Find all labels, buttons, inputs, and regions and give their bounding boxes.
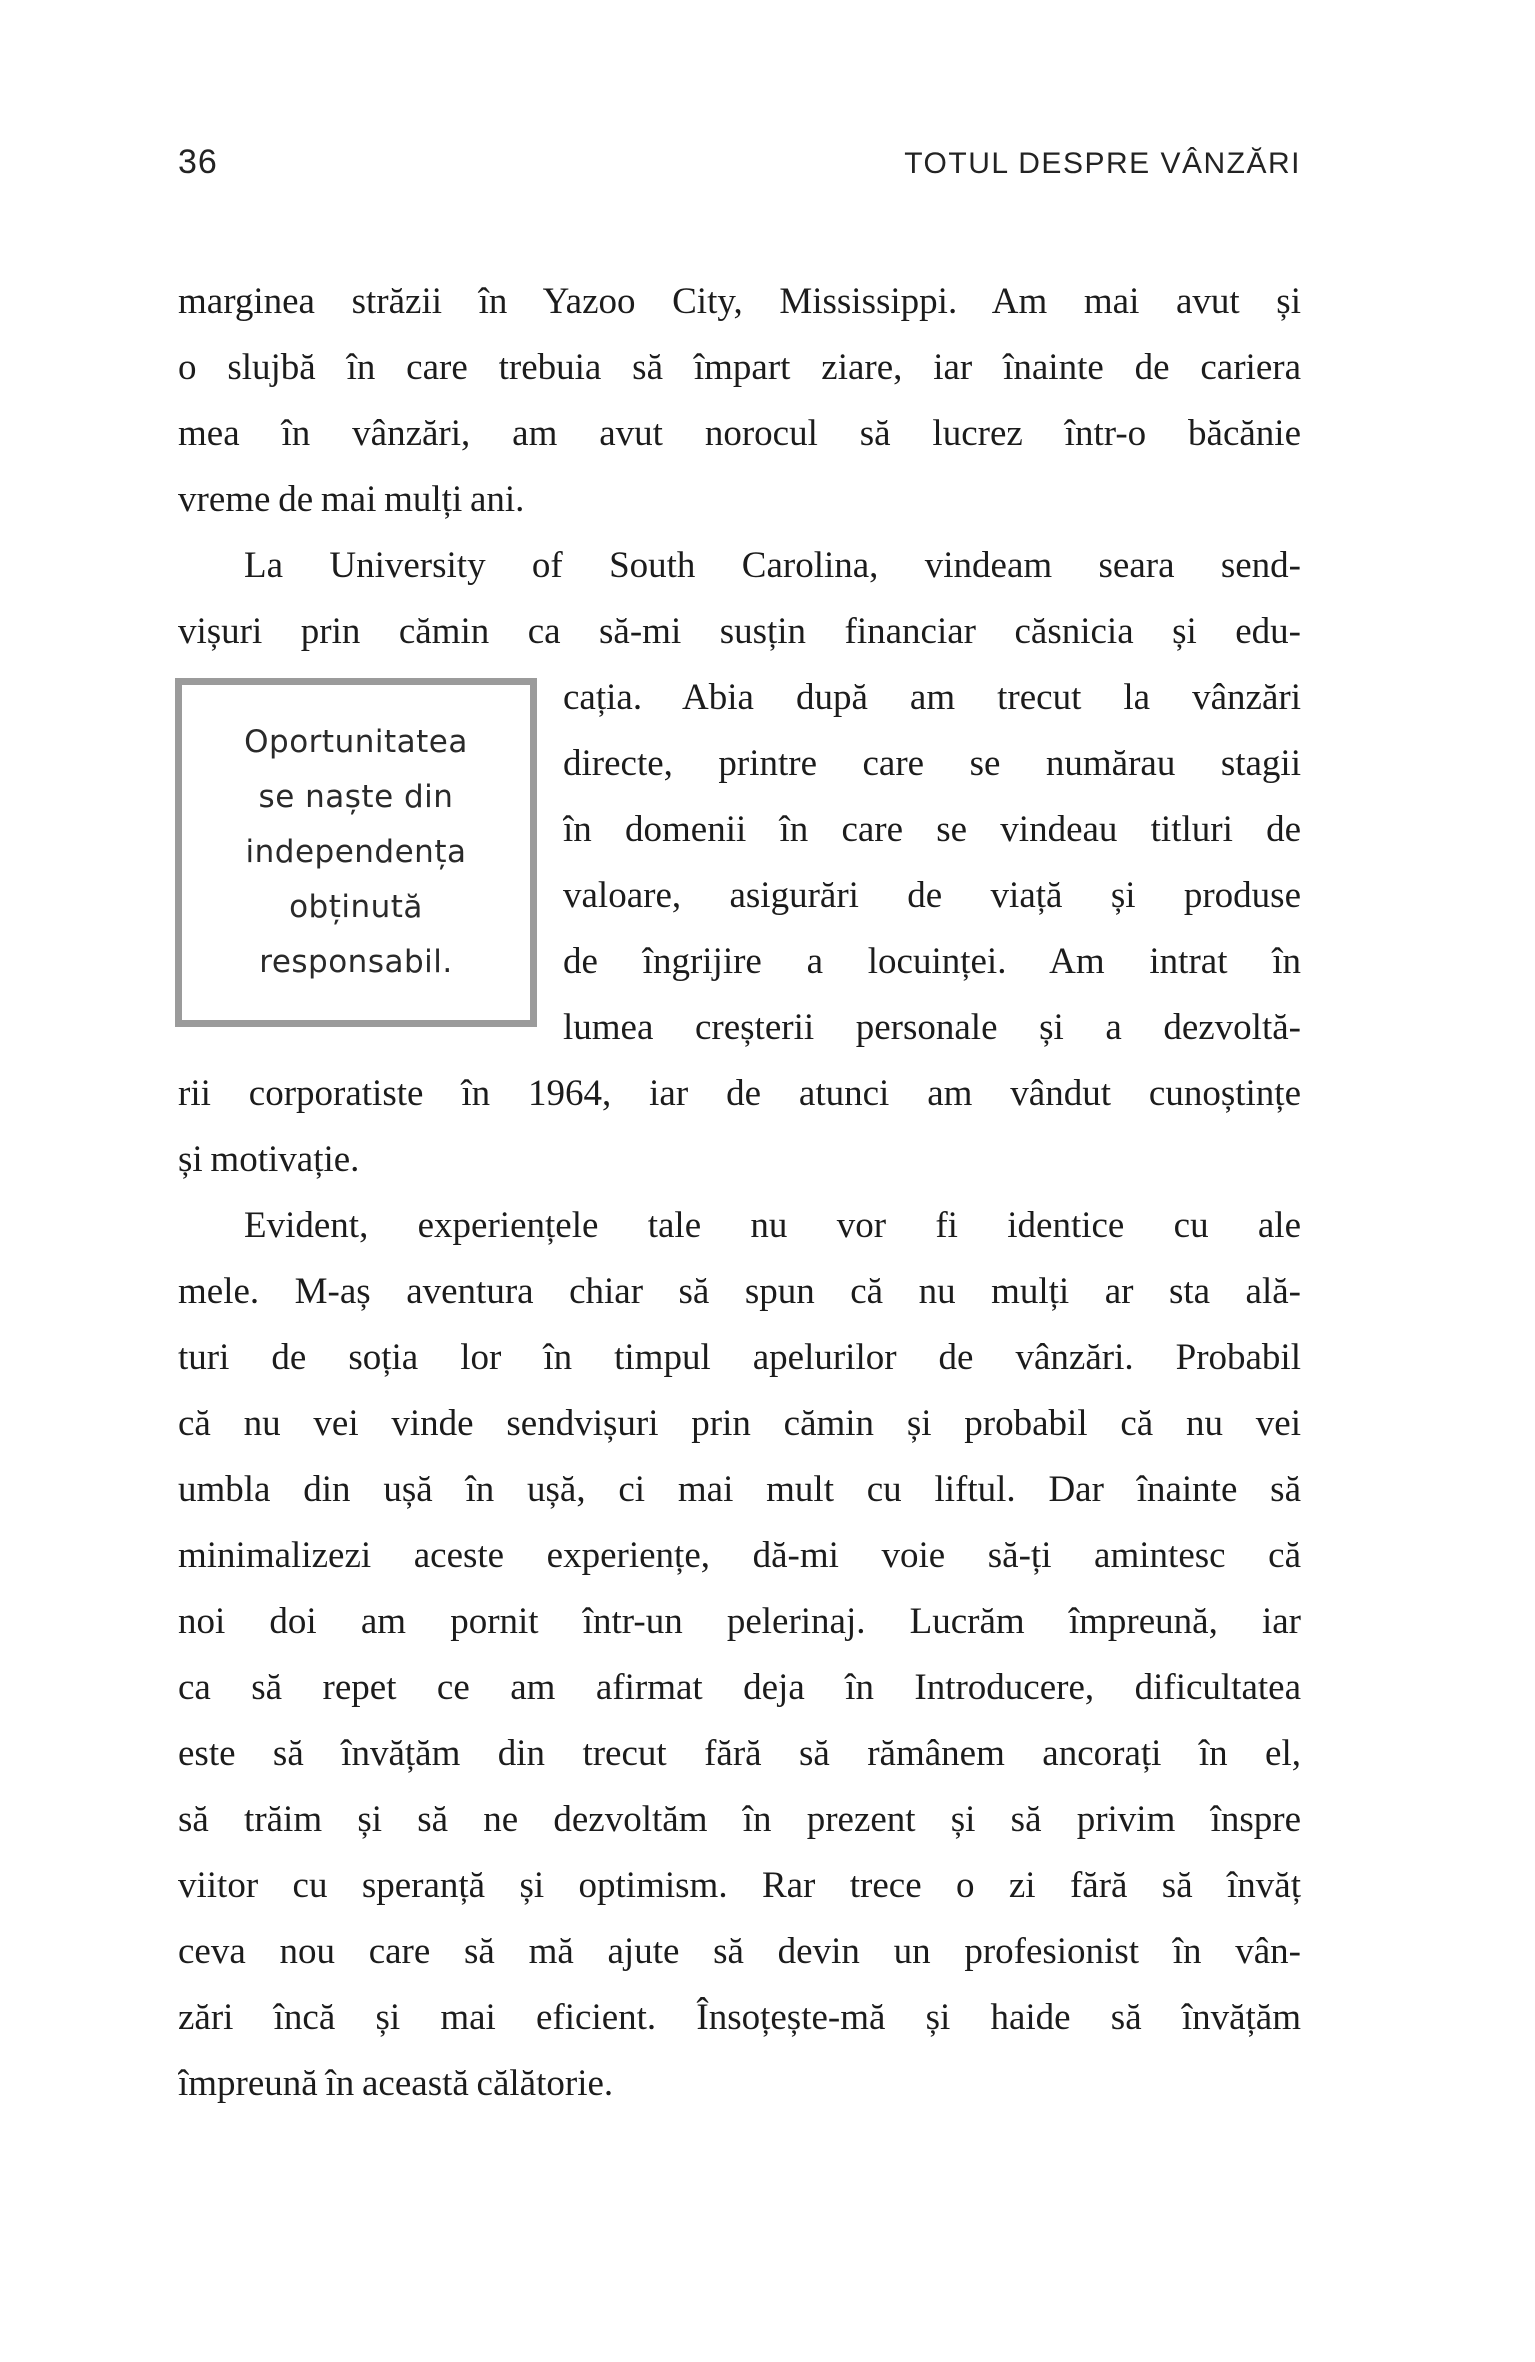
text-line: umbla din ușă în ușă, ci mai mult cu liftul. Dar înainte să (178, 1469, 1301, 1510)
pullquote-line: independența (245, 834, 467, 870)
pullquote-line: obținută (289, 889, 423, 925)
text-line: în domenii în care se vindeau titluri de (563, 809, 1301, 850)
text-line: lumea creșterii personale și a dezvoltă- (563, 1007, 1301, 1048)
text-line: turi de soția lor în timpul apelurilor de vânzări. Probabil (178, 1337, 1301, 1378)
text-line: viitor cu speranță și optimism. Rar trece o zi fără să învăț (178, 1865, 1301, 1906)
text-line: rii corporatiste în 1964, iar de atunci am vândut cunoștințe (178, 1073, 1301, 1114)
text-line: minimalizezi aceste experiențe, dă-mi voie să-ți amintesc că (178, 1535, 1301, 1576)
text-line: marginea străzii în Yazoo City, Mississippi. Am mai avut și (178, 281, 1301, 322)
text-line: valoare, asigurări de viață și produse (563, 875, 1301, 916)
text-line: este să învățăm din trecut fără să rămânem ancorați în el, (178, 1733, 1301, 1774)
running-title: TOTUL DESPRE VÂNZĂRI (904, 147, 1301, 180)
text-line: La University of South Carolina, vindeam seara send- (244, 545, 1301, 586)
text-line: o slujbă în care trebuia să împart ziare, iar înainte de cariera (178, 347, 1301, 388)
text-line: și motivație. (178, 1139, 360, 1180)
text-line: că nu vei vinde sendvișuri prin cămin și probabil că nu vei (178, 1403, 1301, 1444)
text-line: cația. Abia după am trecut la vânzări (563, 677, 1301, 718)
pullquote-line: Oportunitatea (244, 724, 468, 760)
text-line: mea în vânzări, am avut norocul să lucrez într-o băcănie (178, 413, 1301, 454)
text-line: vreme de mai mulți ani. (178, 479, 525, 520)
text-line: noi doi am pornit într-un pelerinaj. Lucrăm împreună, iar (178, 1601, 1301, 1642)
pullquote-line: responsabil. (259, 944, 453, 980)
text-line: vișuri prin cămin ca să-mi susțin financiar căsnicia și edu- (178, 611, 1301, 652)
text-line: ca să repet ce am afirmat deja în Introducere, dificultatea (178, 1667, 1301, 1708)
page-header (178, 143, 1301, 182)
body-text (178, 269, 1301, 2117)
pullquote-line: se naște din (258, 779, 454, 815)
text-line: Evident, experiențele tale nu vor fi identice cu ale (244, 1205, 1301, 1246)
text-line: împreună în această călătorie. (178, 2063, 614, 2104)
text-line: de îngrijire a locuinței. Am intrat în (563, 941, 1301, 982)
text-line: să trăim și să ne dezvoltăm în prezent și să privim înspre (178, 1799, 1301, 1840)
text-line: ceva nou care să mă ajute să devin un profesionist în vân- (178, 1931, 1301, 1972)
text-line: mele. M-aș aventura chiar să spun că nu mulți ar sta ală- (178, 1271, 1301, 1312)
text-line: directe, printre care se numărau stagii (563, 743, 1301, 784)
pullquote-box (175, 678, 537, 1027)
page-number: 36 (178, 143, 218, 181)
text-line: zări încă și mai eficient. Însoțește-mă și haide să învățăm (178, 1997, 1301, 2038)
